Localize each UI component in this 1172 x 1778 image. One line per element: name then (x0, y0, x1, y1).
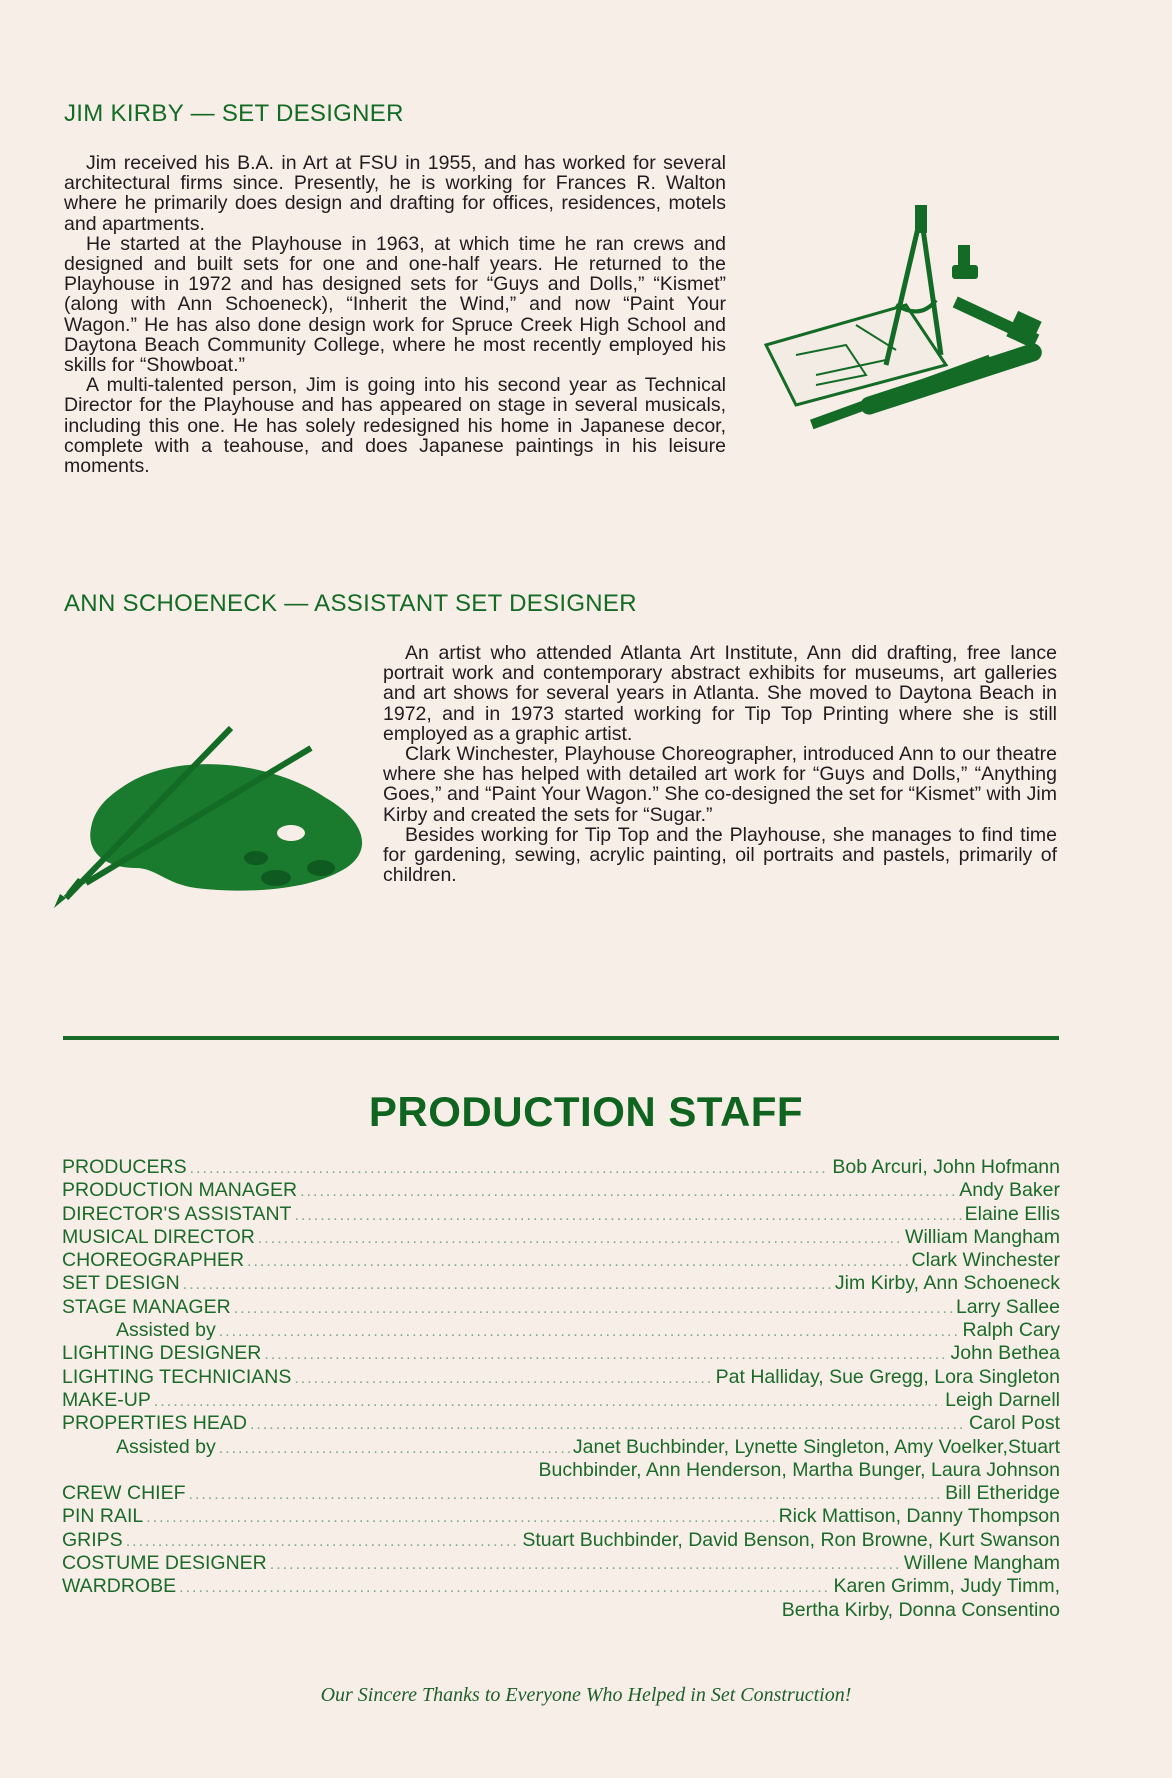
staff-row (62, 1249, 1060, 1272)
dot-leader (270, 1553, 901, 1576)
staff-row (62, 1482, 1060, 1505)
staff-names: Leigh Darnell (945, 1388, 1060, 1411)
staff-row (62, 1389, 1060, 1412)
staff-row (62, 1179, 1060, 1202)
staff-row (62, 1412, 1060, 1435)
dot-leader (126, 1530, 520, 1553)
staff-row (62, 1505, 1060, 1528)
staff-role: CHOREOGRAPHER (62, 1249, 245, 1272)
staff-names-continued: Bertha Kirby, Donna Consentino (781, 1598, 1060, 1621)
staff-role: Assisted by (116, 1319, 216, 1342)
staff-role: MUSICAL DIRECTOR (62, 1225, 255, 1248)
dot-leader (294, 1367, 712, 1390)
jim-paragraph-1: Jim received his B.A. in Art at FSU in 1955, and has worked for several architectural firms since. Presently, he is working for Frances R. Walton where he primarily does design and drafting for offices, residences, motels and apartments. (64, 152, 726, 235)
staff-names: John Bethea (950, 1342, 1060, 1365)
ann-heading: ANN SCHOENECK — ASSISTANT SET DESIGNER (64, 590, 637, 617)
staff-names: Rick Mattison, Danny Thompson (778, 1505, 1060, 1528)
staff-names: Andy Baker (959, 1179, 1060, 1202)
staff-names: Bill Etheridge (945, 1482, 1060, 1505)
staff-row (62, 1203, 1060, 1226)
staff-names: Carol Post (968, 1412, 1060, 1435)
staff-names: Larry Sallee (955, 1295, 1060, 1318)
staff-row (62, 1296, 1060, 1319)
staff-names: Stuart Buchbinder, David Benson, Ron Browne, Kurt Swanson (522, 1528, 1060, 1551)
staff-role: PROPERTIES HEAD (62, 1412, 247, 1435)
dot-leader (294, 1204, 961, 1227)
staff-list (62, 1156, 1060, 1622)
staff-names: Jim Kirby, Ann Schoeneck (834, 1272, 1060, 1295)
staff-row (62, 1272, 1060, 1295)
staff-names: Pat Halliday, Sue Gregg, Lora Singleton (715, 1365, 1060, 1388)
thanks-note: Our Sincere Thanks to Everyone Who Helped in Set Construction! (320, 1684, 852, 1706)
staff-names: Ralph Cary (962, 1319, 1060, 1342)
jim-paragraph-2: He started at the Playhouse in 1963, at which time he ran crews and designed and built sets for one and one-half years. He returned to the Playhouse in 1972 and has designed sets for “Guys and Dolls,” “Kismet” (along with Ann Schoeneck), “Inherit the Wind,” and now “Paint Your Wagon.” He has also done design work for Spruce Creek High School and Daytona Beach Community College, where he most recently employed his skills for “Showboat.” (64, 232, 726, 377)
staff-row (62, 1575, 1060, 1598)
staff-names: Karen Grimm, Judy Timm, (833, 1575, 1060, 1598)
staff-role: PRODUCTION MANAGER (62, 1179, 298, 1202)
staff-row (62, 1156, 1060, 1179)
staff-role: LIGHTING DESIGNER (62, 1342, 262, 1365)
staff-role: COSTUME DESIGNER (62, 1552, 267, 1575)
dot-leader (234, 1297, 953, 1320)
production-staff-title: PRODUCTION STAFF (368, 1088, 804, 1135)
staff-role: CREW CHIEF (62, 1482, 186, 1505)
staff-role: STAGE MANAGER (62, 1295, 231, 1318)
staff-row (62, 1436, 1060, 1459)
staff-role: LIGHTING TECHNICIANS (62, 1365, 292, 1388)
ann-paragraph-1: An artist who attended Atlanta Art Institute, Ann did drafting, free lance portrait work and contemporary abstract exhibits for museums, art galleries and art shows for several years in Atlanta. She moved to Daytona Beach in 1972, and in 1973 started working for Tip Top Printing where she is still employed as a graphic artist. (383, 642, 1057, 745)
ann-paragraph-3: Besides working for Tip Top and the Playhouse, she manages to find time for gardening, sewing, acrylic painting, oil portraits and pastels, primarily of children. (383, 823, 1057, 887)
dot-leader (219, 1437, 570, 1460)
staff-names: Clark Winchester (911, 1249, 1060, 1272)
dot-leader (189, 1483, 943, 1506)
staff-row (62, 1552, 1060, 1575)
staff-names: Janet Buchbinder, Lynette Singleton, Amy Voelker,Stuart (572, 1435, 1060, 1458)
dot-leader (146, 1506, 775, 1529)
staff-role: WARDROBE (62, 1575, 177, 1598)
dot-leader (183, 1273, 832, 1296)
staff-role: MAKE-UP (62, 1388, 151, 1411)
staff-names-continued: Buchbinder, Ann Henderson, Martha Bunger, Laura Johnson (538, 1458, 1060, 1481)
dot-leader (179, 1576, 830, 1599)
staff-role: PRODUCERS (62, 1156, 187, 1178)
staff-names: William Mangham (905, 1225, 1060, 1248)
staff-row (62, 1342, 1060, 1365)
staff-role: SET DESIGN (62, 1272, 180, 1295)
ann-bio (383, 643, 1057, 885)
jim-paragraph-3: A multi-talented person, Jim is going into his second year as Technical Director for the Playhouse and has appeared on stage in several musicals, including this one. He has solely redesigned his home in Japanese decor, complete with a teahouse, and does Japanese paintings in his leisure moments. (64, 374, 726, 478)
dot-leader (219, 1320, 960, 1343)
drafting-tools-icon (756, 205, 1056, 445)
dot-leader (258, 1227, 902, 1250)
ann-paragraph-2: Clark Winchester, Playhouse Choreographer, introduced Ann to our theatre where she has helped with detailed art work for “Guys and Dolls,” “Anything Goes,” and “Paint Your Wagon.” She co-designed the set for “Kismet” with Jim Kirby and created the sets for “Sugar.” (383, 743, 1057, 826)
jim-bio (64, 153, 726, 476)
staff-role: DIRECTOR'S ASSISTANT (62, 1202, 292, 1225)
staff-row (62, 1366, 1060, 1389)
dot-leader (250, 1413, 966, 1436)
staff-names: Bob Arcuri, John Hofmann (832, 1156, 1060, 1178)
staff-row (62, 1529, 1060, 1552)
staff-role: Assisted by (116, 1435, 216, 1458)
dot-leader (154, 1390, 942, 1413)
dot-leader (190, 1157, 830, 1180)
jim-heading: JIM KIRBY — SET DESIGNER (64, 100, 404, 127)
dot-leader (247, 1250, 909, 1273)
staff-role: PIN RAIL (62, 1505, 144, 1528)
staff-row (62, 1226, 1060, 1249)
paint-palette-icon (26, 718, 396, 908)
dot-leader (264, 1343, 947, 1366)
staff-role: GRIPS (62, 1528, 123, 1551)
staff-names: Willene Mangham (903, 1552, 1060, 1575)
staff-row (62, 1319, 1060, 1342)
staff-names: Elaine Ellis (964, 1202, 1060, 1225)
section-divider (63, 1036, 1059, 1040)
dot-leader (300, 1180, 956, 1203)
